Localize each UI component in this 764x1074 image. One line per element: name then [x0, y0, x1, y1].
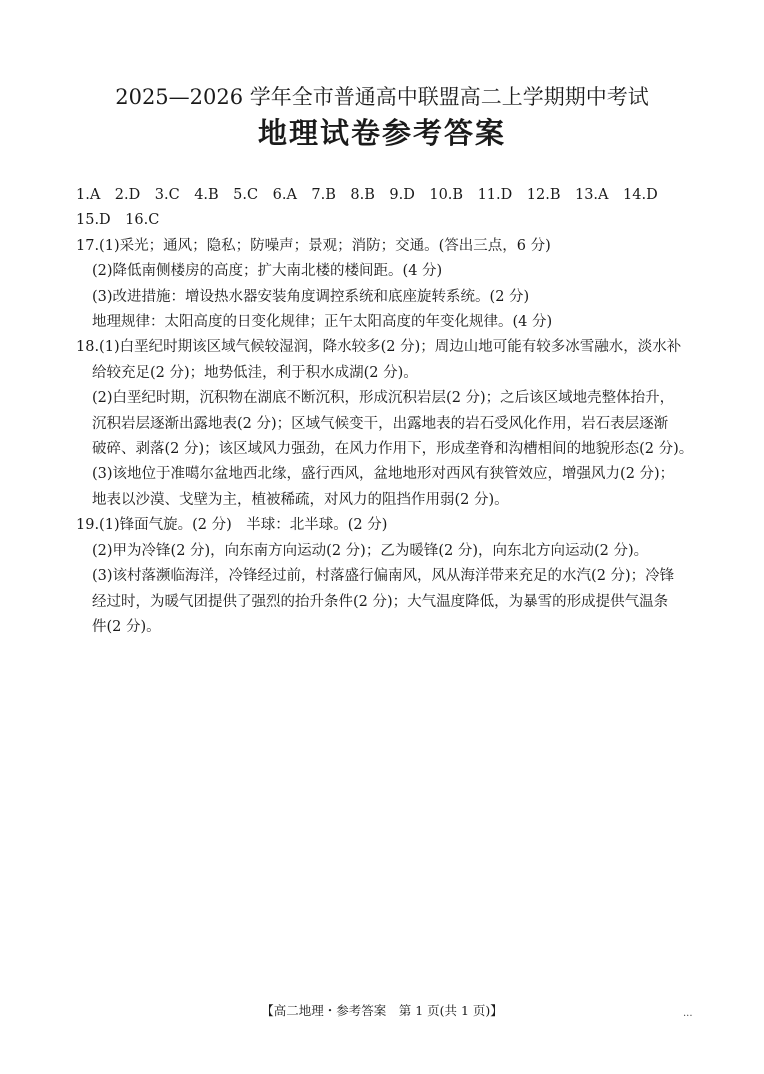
answer-line: 19.(1)锋面气旋。(2 分) 半球：北半球。(2 分) — [76, 517, 388, 534]
answer-line: 18.(1)白垩纪时期该区域气候较湿润，降水较多(2 分)；周边山地可能有较多冰雪融水，淡水补 — [76, 339, 682, 356]
answer-line: 给较充足(2 分)；地势低洼，利于积水成湖(2 分)。 — [92, 364, 418, 381]
answer-line: (2)甲为冷锋(2 分)，向东南方向运动(2 分)；乙为暖锋(2 分)，向东北方向运动(2 分)。 — [92, 542, 649, 559]
corner-mark: ... — [683, 1008, 693, 1019]
answer-line: 1.A 2.D 3.C 4.B 5.C 6.A 7.B 8.B 9.D 10.B 11.D 12.B 13.A 14.D — [76, 187, 658, 203]
answer-line: 地理规律：太阳高度的日变化规律；正午太阳高度的年变化规律。(4 分) — [92, 314, 553, 331]
answer-line: 地表以沙漠、戈壁为主，植被稀疏，对风力的阻挡作用弱(2 分)。 — [92, 491, 509, 508]
answer-line: (3)该地位于准噶尔盆地西北缘，盛行西风，盆地地形对西风有狭管效应，增强风力(2 分)； — [92, 466, 675, 483]
answer-line: 15.D 16.C — [76, 212, 160, 229]
answer-line: (2)白垩纪时期，沉积物在湖底不断沉积，形成沉积岩层(2 分)；之后该区域地壳整体抬升， — [92, 390, 675, 407]
exam-title: 2025—2026 学年全市普通高中联盟高二上学期期中考试 — [115, 85, 649, 109]
page-title: 地理试卷参考答案 — [257, 116, 506, 150]
answer-line: (3)该村落濒临海洋，冷锋经过前，村落盛行偏南风，风从海洋带来充足的水汽(2 分)；冷锋 — [92, 568, 675, 585]
answer-line: 件(2 分)。 — [92, 618, 161, 635]
answer-line: (3)改进措施：增设热水器安装角度调控系统和底座旋转系统。(2 分) — [92, 288, 530, 305]
answer-content — [76, 183, 700, 640]
answer-line: 沉积岩层逐渐出露地表(2 分)；区域气候变干，出露地表的岩石受风化作用，岩石表层逐渐 — [92, 415, 669, 432]
page-footer: 【高二地理・参考答案 第 1 页(共 1 页)】 — [261, 1003, 503, 1018]
answer-line: (2)降低南侧楼房的高度；扩大南北楼的楼间距。(4 分) — [92, 263, 443, 280]
answer-line: 破碎、剥落(2 分)；该区域风力强劲，在风力作用下，形成垄脊和沟槽相间的地貌形态(2 分)。 — [92, 441, 694, 458]
answer-line: 经过时，为暖气团提供了强烈的抬升条件(2 分)；大气温度降低，为暴雪的形成提供气温条 — [92, 593, 669, 610]
answer-line: 17.(1)采光；通风；隐私；防噪声；景观；消防；交通。(答出三点，6 分) — [76, 237, 551, 254]
